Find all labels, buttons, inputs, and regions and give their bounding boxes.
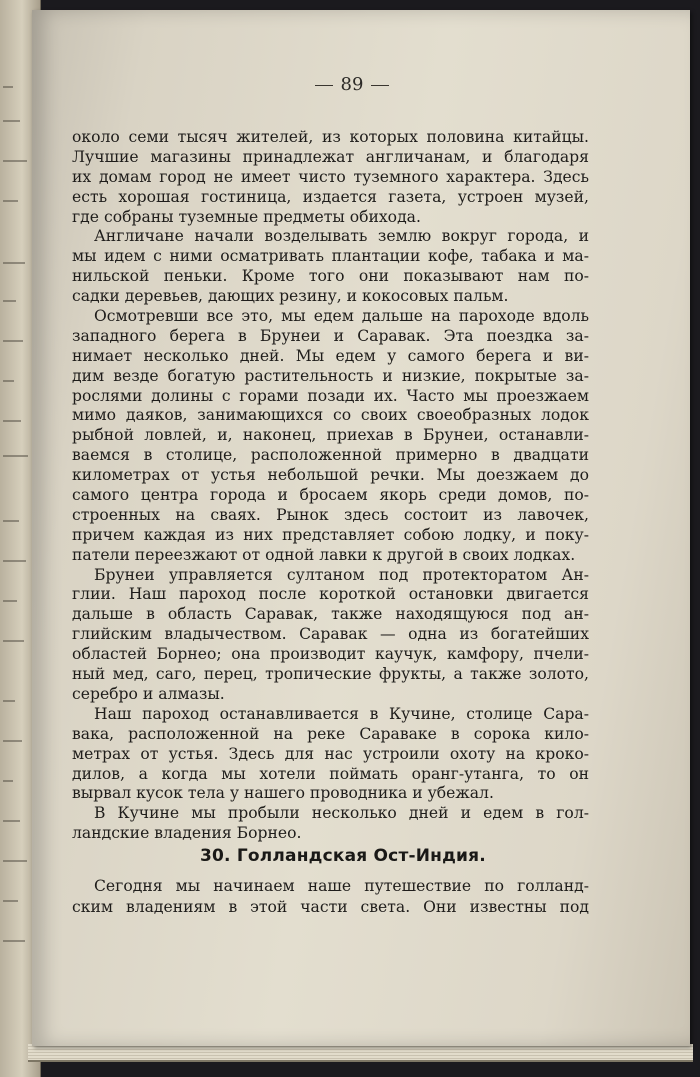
- text-line: Сегодня мы начинаем наше путешествие по голланд-: [94, 877, 589, 895]
- text-line: метрах от устья. Здесь для нас устроили охоту на кроко-: [72, 744, 589, 763]
- facing-page-text-fragment: [3, 860, 27, 870]
- text-line: областей Борнео; она производит каучук, камфору, пчели-: [72, 645, 589, 664]
- facing-page-text-fragment: [3, 700, 15, 710]
- text-line: Брунеи управляется султаном под протекторатом Ан-: [94, 565, 589, 584]
- text-line: ный мед, саго, перец, тропические фрукты, а также золото,: [72, 665, 589, 684]
- facing-page-text-fragment: [3, 86, 13, 96]
- text-line: есть хорошая гостиница, издается газета, устроен музей,: [72, 187, 589, 206]
- facing-page-text-fragment: [3, 120, 20, 130]
- text-line: рослями долины с горами позади их. Часто мы проезжаем: [72, 386, 589, 405]
- facing-page-text-fragment: [3, 455, 28, 465]
- text-line: дим везде богатую растительность и низкие, покрытые за-: [72, 366, 589, 385]
- facing-page-text-fragment: [3, 380, 14, 390]
- text-line: где собраны туземные предметы обихода.: [72, 207, 421, 226]
- facing-page-text-fragment: [3, 780, 13, 790]
- text-line: рыбной ловлей, и, наконец, приехав в Брунеи, останавли-: [72, 426, 589, 445]
- facing-page-text-fragment: [3, 520, 19, 530]
- text-line: вака, расположенной на реке Сараваке в сорока кило-: [72, 724, 589, 743]
- text-line: нильской пеньки. Кроме того они показывают нам по-: [72, 267, 589, 286]
- facing-page-text-fragment: [3, 420, 21, 430]
- text-line: мимо даяков, занимающихся со своих своеобразных лодок: [72, 406, 589, 425]
- facing-page-text-fragment: [3, 262, 25, 272]
- text-line: Осмотревши все это, мы едем дальше на пароходе вдоль: [94, 307, 589, 326]
- text-line: мы идем с ними осматривать плантации кофе, табака и ма-: [72, 247, 589, 266]
- facing-page-text-fragment: [3, 600, 17, 610]
- text-line: садки деревьев, дающих резину, и кокосовых пальм.: [72, 287, 509, 306]
- text-line: ландские владения Борнео.: [72, 824, 302, 843]
- text-line: около семи тысяч жителей, из которых половина китайцы.: [72, 128, 589, 146]
- text-line: дальше в область Саравак, также находящуюся под ан-: [72, 605, 589, 624]
- facing-page-text-fragment: [3, 740, 22, 750]
- text-line: патели переезжают от одной лавки к другой в своих лодках.: [72, 545, 576, 564]
- text-line: нимает несколько дней. Мы едем у самого берега и ви-: [72, 346, 589, 365]
- text-line: самого центра города и бросаем якорь среди домов, по-: [72, 486, 589, 505]
- text-line: строенных на сваях. Рынок здесь состоит из лавочек,: [72, 505, 589, 524]
- text-line: причем каждая из них представляет собою лодку, и поку-: [72, 525, 589, 544]
- book-page: [32, 10, 690, 1046]
- text-line: глийским владычеством. Саравак — одна из богатейших: [72, 625, 589, 644]
- facing-page-text-fragment: [3, 160, 27, 170]
- facing-page-text-fragment: [3, 900, 18, 910]
- facing-page-text-fragment: [3, 300, 16, 310]
- text-line: ваемся в столице, расположенной примерно в двадцати: [72, 446, 589, 465]
- text-line: глии. Наш пароход после короткой остановки двигается: [72, 585, 589, 604]
- facing-page-text-fragment: [3, 560, 26, 570]
- facing-page-text-fragment: [3, 340, 23, 350]
- body-text-bottom: [72, 876, 589, 918]
- text-line: серебро и алмазы.: [72, 684, 225, 703]
- text-line: дилов, а когда мы хотели поймать оранг-утанга, то он: [72, 764, 589, 783]
- facing-page-text-fragment: [3, 200, 18, 210]
- text-line: их домам город не имеет чисто туземного характера. Здесь: [72, 167, 589, 186]
- facing-page-text-fragment: [3, 820, 20, 830]
- text-line: вырвал кусок тела у нашего проводника и убежал.: [72, 784, 494, 803]
- text-line: километрах от устья небольшой речки. Мы доезжаем до: [72, 466, 589, 485]
- text-line: западного берега в Брунеи и Саравак. Эта поездка за-: [72, 326, 589, 345]
- text-line: Наш пароход останавливается в Кучине, столице Сара-: [94, 704, 589, 723]
- body-text-top: [72, 128, 589, 844]
- text-line: Лучшие магазины принадлежат англичанам, и благодаря: [72, 147, 589, 166]
- text-line: Англичане начали возделывать землю вокруг города, и: [94, 227, 589, 246]
- text-line: В Кучине мы пробыли несколько дней и едем в гол-: [94, 804, 589, 823]
- facing-page-text-fragment: [3, 940, 25, 950]
- page-stack-edge: [28, 1044, 693, 1062]
- section-heading: 30. Голландская Ост-Индия.: [200, 846, 486, 866]
- facing-page-text-fragment: [3, 640, 24, 650]
- text-line: ским владениям в этой части света. Они известны под: [72, 898, 589, 916]
- page-number: 89: [287, 74, 417, 95]
